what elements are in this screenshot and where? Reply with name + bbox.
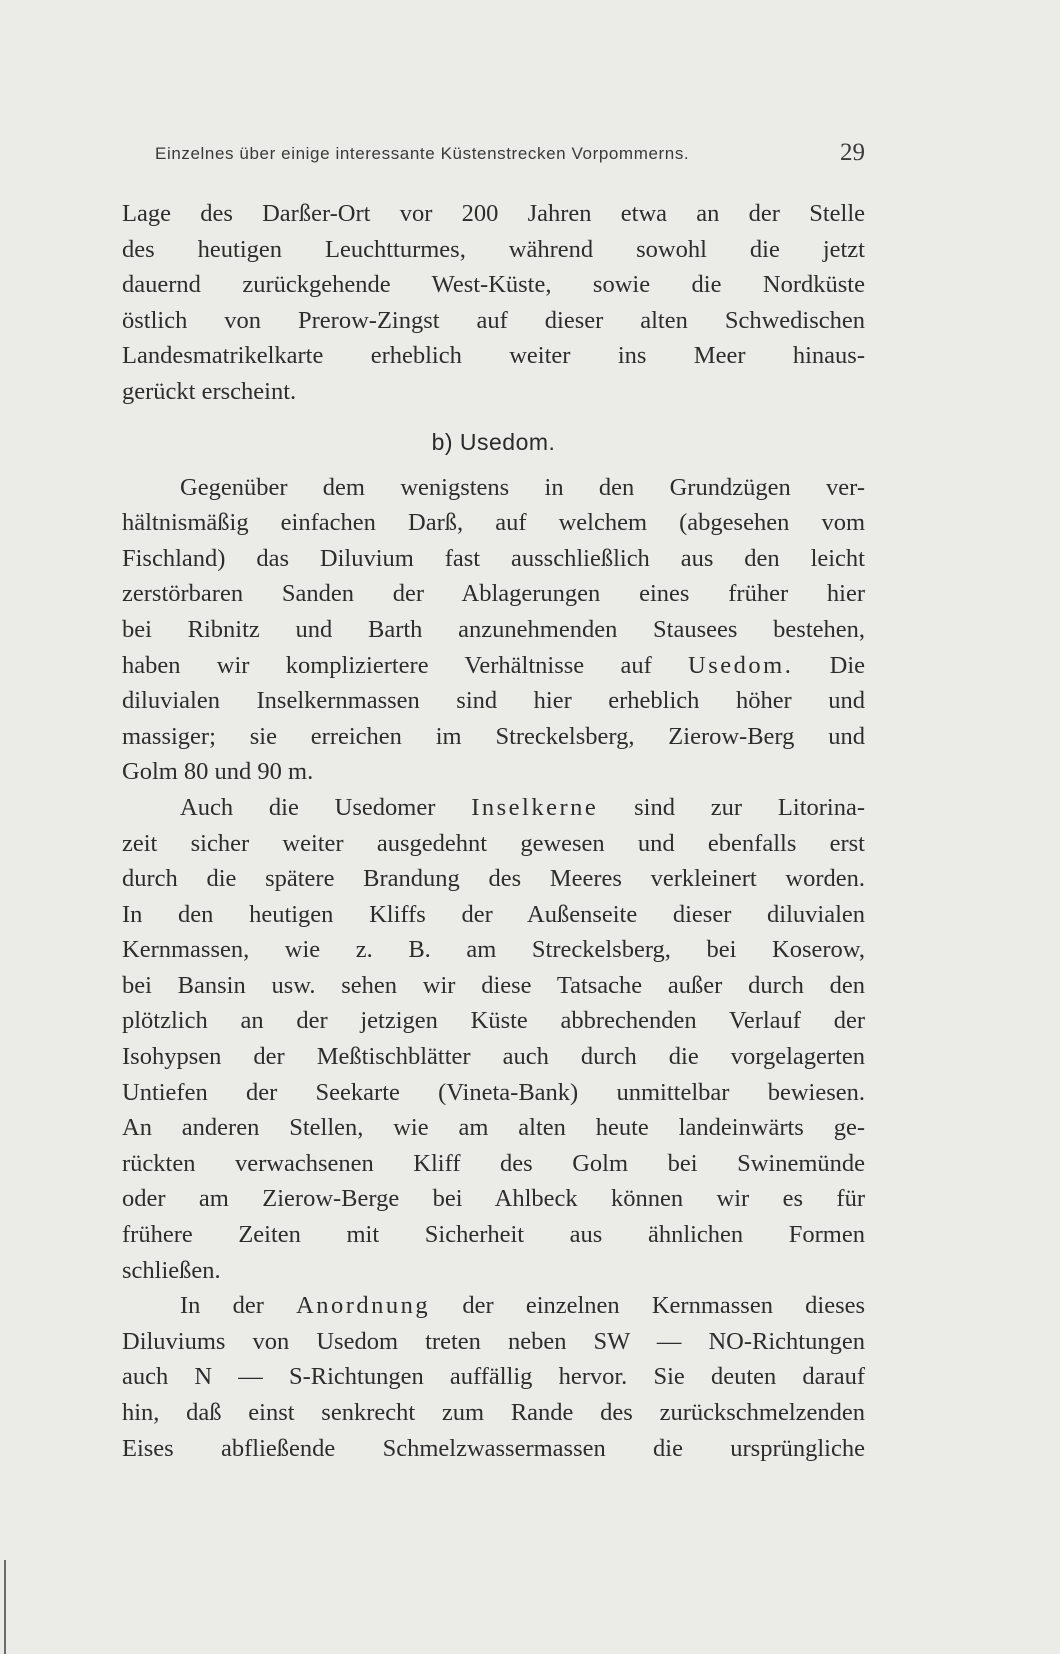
text-line: An anderen Stellen, wie am alten heute landeinwärts ge- [122,1114,865,1142]
text-segment: Die [829,651,866,679]
text-line: frühere Zeiten mit Sicherheit aus ähnlichen Formen [122,1221,865,1249]
text-line: bei Bansin usw. sehen wir diese Tatsache außer durch den [122,971,865,999]
text-line: Lage des Darßer-Ort vor 200 Jahren etwa an der Stelle [122,200,865,227]
scan-edge-line [4,1560,6,1654]
text-line: schließen. [122,1256,221,1284]
text-line: Golm 80 und 90 m. [122,758,314,786]
text-line [122,790,865,826]
paragraph-2 [122,470,865,790]
text-line: oder am Zierow-Berge bei Ahlbeck können wir es für [122,1185,865,1213]
text-line: hältnismäßig einfachen Darß, auf welchem (abgesehen vom [122,509,865,537]
text-line: auch N — S-Richtungen auffällig hervor. Sie deuten darauf [122,1363,865,1391]
text-line: zerstörbaren Sanden der Ablagerungen eines früher hier [122,580,865,608]
paragraph-1 [122,196,865,410]
running-header [155,141,865,175]
text-segment: Auch die Usedomer [180,793,436,821]
body-text [122,196,865,1466]
text-segment: haben wir kompliziertere Verhältnisse auf [122,651,652,679]
text-line: Untiefen der Seekarte (Vineta-Bank) unmittelbar bewiesen. [122,1078,865,1106]
text-line: rückten verwachsenen Kliff des Golm bei Swinemünde [122,1149,865,1177]
text-segment: der einzelnen Kernmassen dieses [462,1292,866,1320]
text-line: zeit sicher weiter ausgedehnt gewesen und ebenfalls erst [122,829,865,857]
text-line: Kernmassen, wie z. B. am Streckelsberg, bei Koserow, [122,936,865,964]
text-line: Diluviums von Usedom treten neben SW — NO-Richtungen [122,1327,865,1355]
text-segment: sind zur Litorina- [634,793,865,821]
text-line: In den heutigen Kliffs der Außenseite dieser diluvialen [122,900,865,928]
text-line: dauernd zurückgehende West-Küste, sowie die Nordküste [122,271,865,299]
text-line: hin, daß einst senkrecht zum Rande des zurückschmelzenden [122,1399,865,1426]
section-heading: b) Usedom. [431,428,556,455]
text-line: durch die spätere Brandung des Meeres verkleinert worden. [122,865,865,893]
text-line: Fischland) das Diluvium fast ausschließlich aus den leicht [122,544,865,572]
paragraph-4 [122,1288,865,1466]
spaced-emphasis: Anordnung [296,1292,431,1320]
text-line: plötzlich an der jetzigen Küste abbrechenden Verlauf der [122,1007,865,1035]
text-line: diluvialen Inselkernmassen sind hier erheblich höher und [122,687,865,715]
text-line: des heutigen Leuchtturmes, während sowohl die jetzt [122,235,865,263]
text-line: Landesmatrikelkarte erheblich weiter ins Meer hinaus- [122,342,865,370]
text-line: gerückt erscheint. [122,377,297,405]
text-line [122,1288,865,1324]
text-line: Eises abfließende Schmelzwassermassen die ursprüngliche [122,1434,865,1462]
paragraph-3 [122,790,865,1288]
text-line: östlich von Prerow-Zingst auf dieser alten Schwedischen [122,306,865,334]
text-line: Gegenüber dem wenigstens in den Grundzügen ver- [180,473,865,501]
text-line: bei Ribnitz und Barth anzunehmenden Stausees bestehen, [122,615,865,643]
text-segment: In der [180,1292,264,1320]
text-line [122,648,865,684]
text-line: Isohypsen der Meßtischblätter auch durch die vorgelagerten [122,1043,865,1071]
text-line: massiger; sie erreichen im Streckelsberg, Zierow-Berg und [122,722,865,750]
spaced-emphasis: Inselkerne [471,793,599,821]
running-title: Einzelnes über einige interessante Küstenstrecken Vorpommerns. [155,144,690,163]
page-number: 29 [840,139,865,166]
spaced-emphasis: Usedom. [688,651,794,679]
